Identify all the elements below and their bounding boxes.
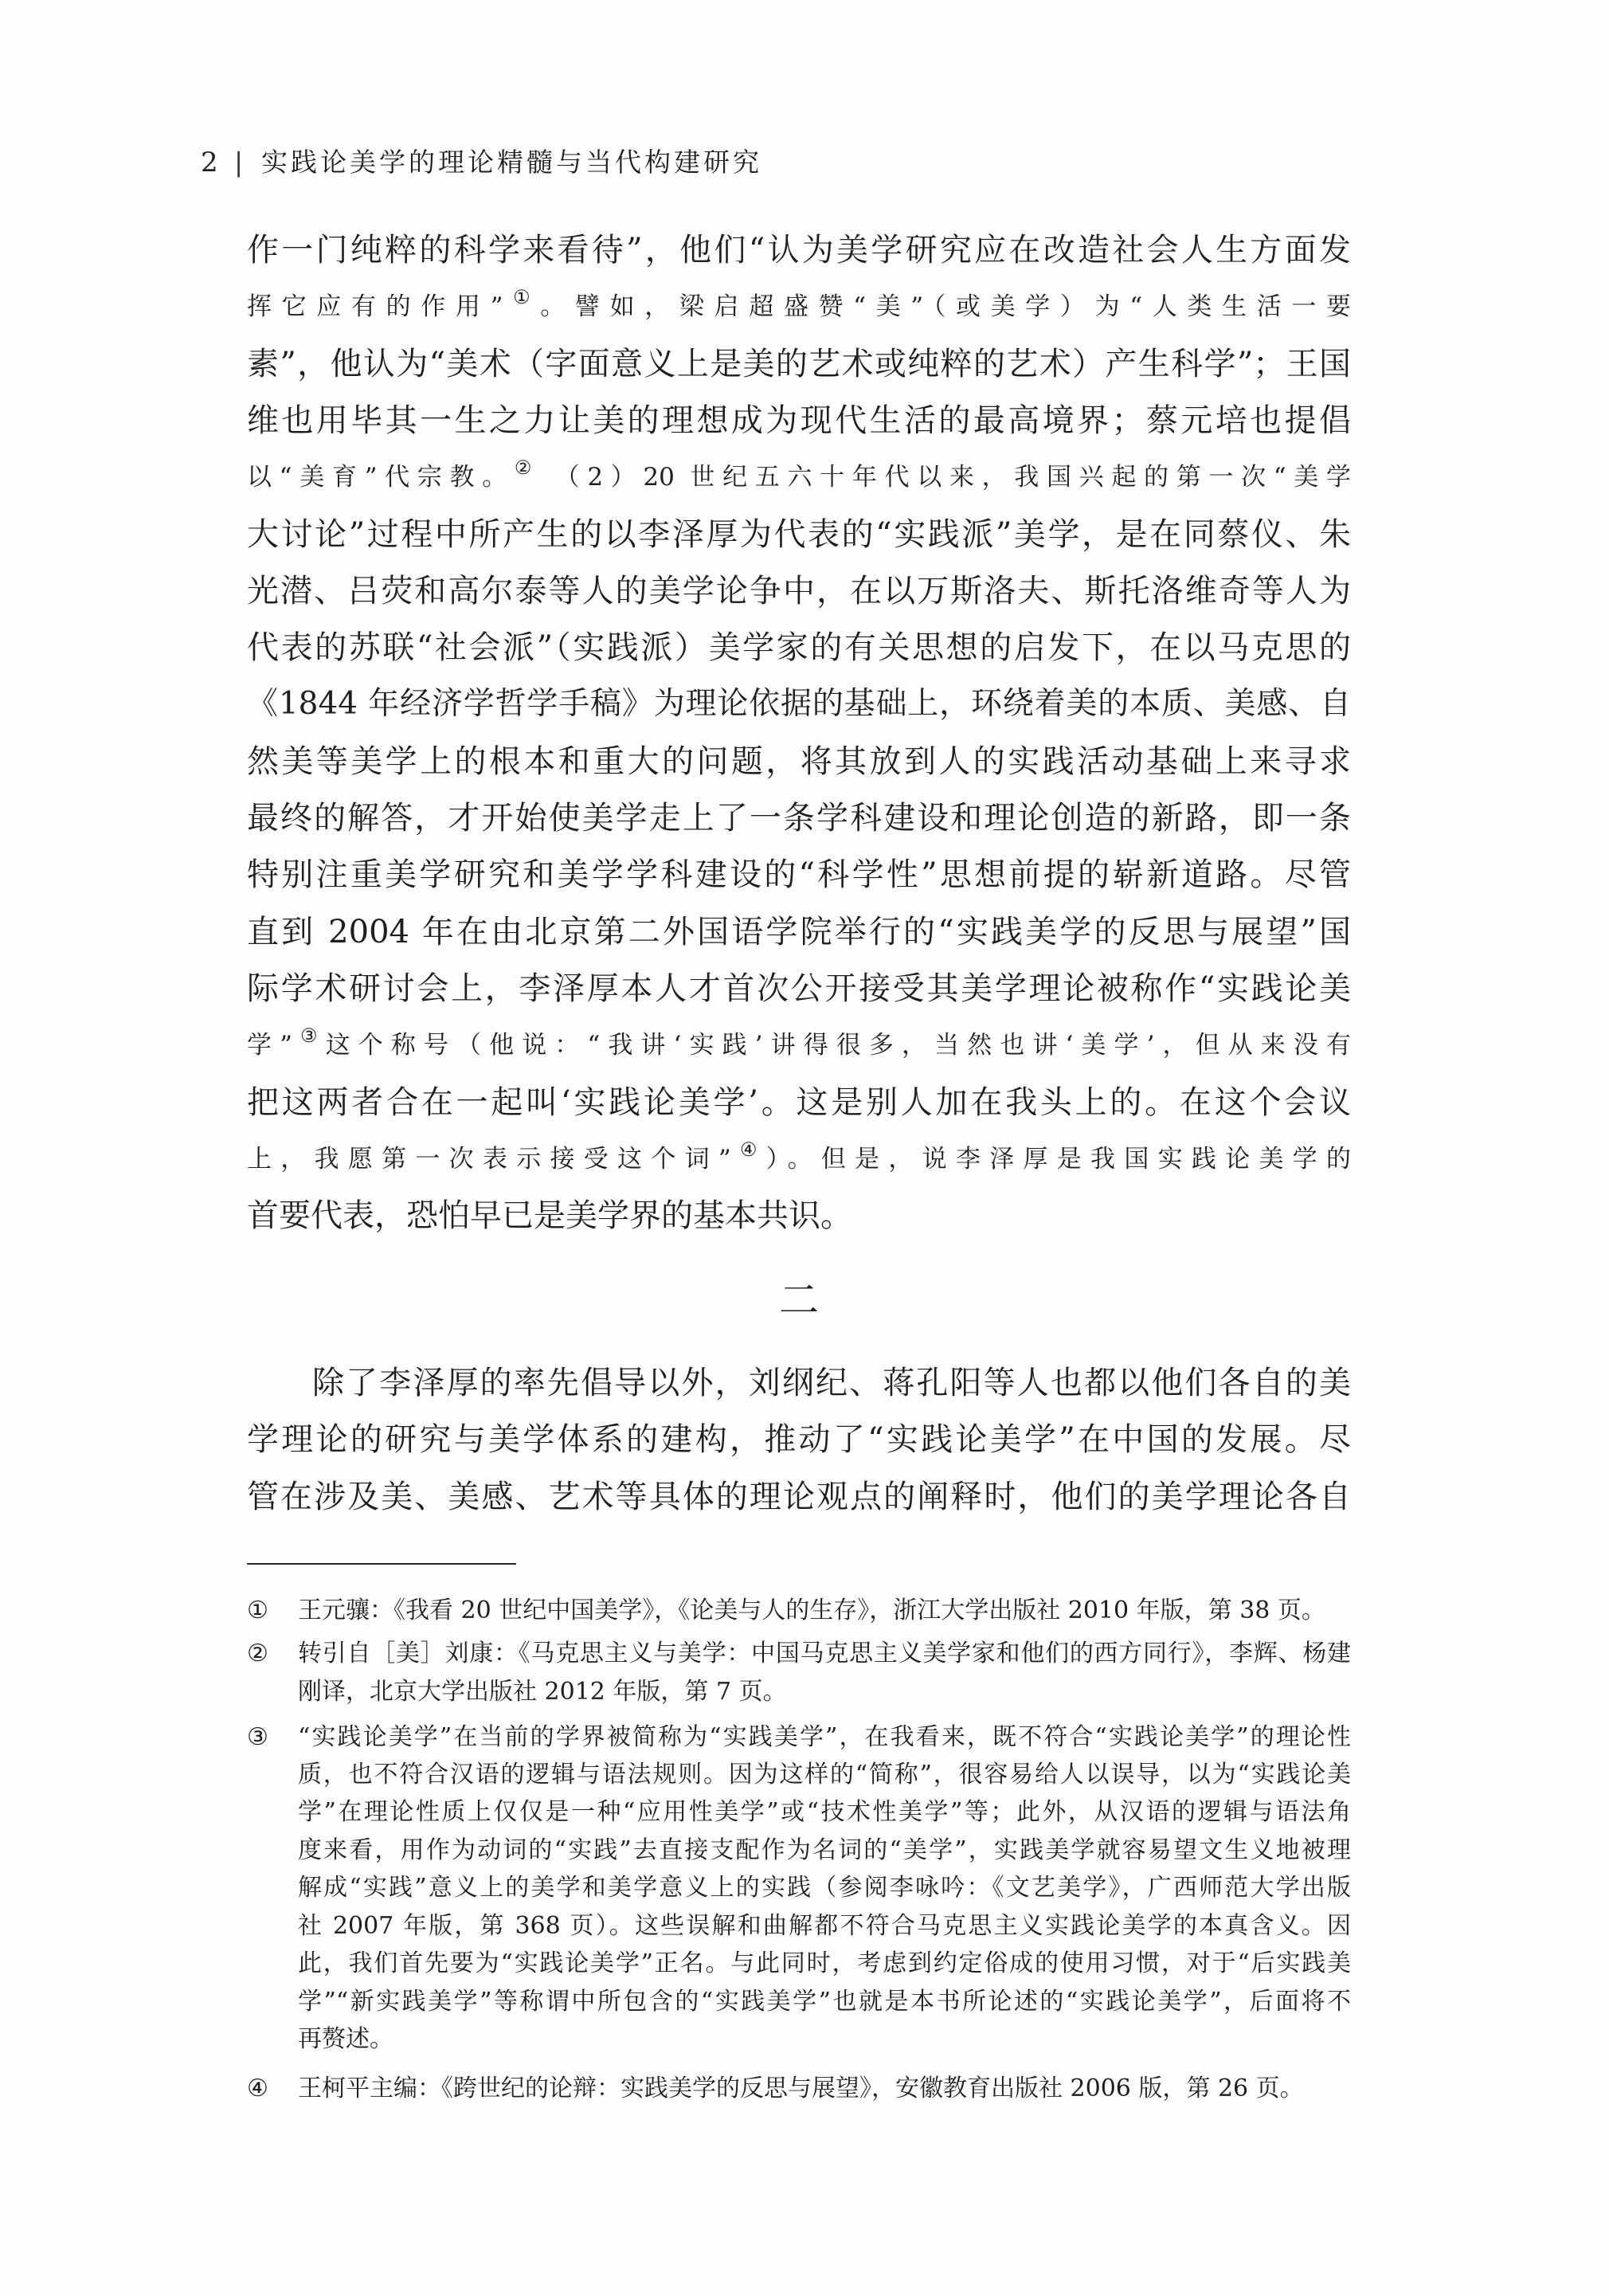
footnote-rule <box>247 1563 516 1565</box>
footnote-ref: ③ <box>292 1025 326 1047</box>
body-line: 光潜、吕荧和高尔泰等人的美学论争中，在以万斯洛夫、斯托洛维奇等人为 <box>247 573 1351 609</box>
body-line: 际学术研讨会上，李泽厚本人才首次公开接受其美学理论被称作“实践论美 <box>247 970 1351 1007</box>
running-title: 实践论美学的理论精髓与当代构建研究 <box>261 147 762 178</box>
body-line: 直到 2004 年在由北京第二外国语学院举行的“实践美学的反思与展望”国 <box>247 914 1351 950</box>
body-text: ）。但是，说李泽厚是我国实践论美学的 <box>765 1145 1351 1173</box>
body-line: 首要代表，恐怕早已是美学界的基本共识。 <box>247 1197 852 1234</box>
body-text: 。譬如，梁启超盛赞“美”（或美学）为“人类生活一要 <box>540 292 1351 321</box>
footnote-ref: ④ <box>730 1138 766 1161</box>
footnote-line: 此，我们首先要为“实践论美学”正名。与此同时，考虑到约定俗成的使用习惯，对于“后实践美 <box>298 1949 1351 1977</box>
footnote-ref: ① <box>503 286 541 308</box>
footnote-ref: ② <box>514 456 540 479</box>
body-line: 管在涉及美、美感、艺术等具体的理论观点的阐释时，他们的美学理论各自 <box>247 1479 1351 1515</box>
body-text: 挥它应有的作用” <box>247 292 503 321</box>
body-text: 这个称号（他说：“我讲‘实践’讲得很多，当然也讲‘美学’，但从来没有 <box>325 1031 1351 1060</box>
footnote-marker: ② <box>247 1640 268 1667</box>
body-line: 学理论的研究与美学体系的建构，推动了“实践论美学”在中国的发展。尽 <box>247 1421 1351 1458</box>
body-line: 特别注重美学研究和美学学科建设的“科学性”思想前提的崭新道路。尽管 <box>247 856 1351 893</box>
footnote-line: 转引自［美］刘康：《马克思主义与美学：中国马克思主义美学家和他们的西方同行》，李辉、杨建 <box>298 1640 1351 1667</box>
footnote-line: 再赘述。 <box>298 2025 393 2053</box>
footnote-line: 社 2007 年版，第 368 页）。这些误解和曲解都不符合马克思主义实践论美学的本真含义。因 <box>298 1912 1351 1940</box>
body-text: 以“美育”代宗教。 <box>247 463 515 492</box>
body-text: 上，我愿第一次表示接受这个词” <box>247 1145 731 1173</box>
body-line: 素”，他认为“美术（字面意义上是美的艺术或纯粹的艺术）产生科学”；王国 <box>247 346 1351 382</box>
body-line: 维也用毕其一生之力让美的理想成为现代生活的最高境界；蔡元培也提倡 <box>247 402 1351 439</box>
body-line: 代表的苏联“社会派”（实践派）美学家的有关思想的启发下，在以马克思的 <box>247 629 1351 666</box>
body-line: 然美等美学上的根本和重大的问题，将其放到人的实践活动基础上来寻求 <box>247 743 1351 780</box>
page-number: 2 <box>201 147 218 178</box>
footnote-line: 王元骧：《我看 20 世纪中国美学》，《论美与人的生存》，浙江大学出版社 2010 年版，第 38 页。 <box>298 1597 1325 1624</box>
footnote-line: 质，也不符合汉语的逻辑与语法规则。因为这样的“简称”，很容易给人以误导，以为“实践论美 <box>298 1761 1351 1789</box>
body-line <box>247 1017 1351 1074</box>
footnote-line: 王柯平主编：《跨世纪的论辩：实践美学的反思与展望》，安徽教育出版社 2006 版，第 26 页。 <box>298 2075 1304 2102</box>
body-line: 除了李泽厚的率先倡导以外，刘纲纪、蒋孔阳等人也都以他们各自的美 <box>312 1365 1351 1401</box>
body-line: 作一门纯粹的科学来看待”，他们“认为美学研究应在改造社会人生方面发 <box>247 232 1351 268</box>
footnote-marker: ① <box>247 1597 268 1624</box>
body-text: （2）20 世纪五六十年代以来，我国兴起的第一次“美学 <box>539 463 1351 492</box>
footnote-marker: ③ <box>247 1723 268 1751</box>
body-line <box>247 1130 1351 1188</box>
footnote-marker: ④ <box>247 2075 268 2102</box>
footnote-line: “实践论美学”在当前的学界被简称为“实践美学”，在我看来，既不符合“实践论美学”的理论性 <box>298 1723 1351 1751</box>
footnote-line: 度来看，用作为动词的“实践”去直接支配作为名词的“美学”，实践美学就容易望文生义地被理 <box>298 1836 1351 1864</box>
footnote-line: 学”在理论性质上仅仅是一种“应用性美学”或“技术性美学”等；此外，从汉语的逻辑与语法角 <box>298 1798 1351 1826</box>
section-heading: 二 <box>779 1277 819 1323</box>
body-line: 最终的解答，才开始使美学走上了一条学科建设和理论创造的新路，即一条 <box>247 800 1351 837</box>
header-separator: | <box>234 147 244 178</box>
body-line: 把这两者合在一起叫‘实践论美学’。这是别人加在我头上的。在这个会议 <box>247 1084 1351 1121</box>
footnote-line: 刚译，北京大学出版社 2012 年版，第 7 页。 <box>298 1678 787 1706</box>
body-line <box>247 449 1351 506</box>
footnote-line: 学”“新实践美学”等称谓中所包含的“实践美学”也就是本书所论述的“实践论美学”，后面将不 <box>298 1988 1351 2016</box>
footnote-line: 解成“实践”意义上的美学和美学意义上的实践（参阅李咏吟：《文艺美学》，广西师范大学出版 <box>298 1874 1351 1902</box>
body-line: 《1844 年经济学哲学手稿》为理论依据的基础上，环绕着美的本质、美感、自 <box>247 686 1351 722</box>
body-line <box>247 278 1351 335</box>
body-line: 大讨论”过程中所产生的以李泽厚为代表的“实践派”美学，是在同蔡仪、朱 <box>247 516 1351 553</box>
body-text: 学” <box>247 1031 292 1060</box>
